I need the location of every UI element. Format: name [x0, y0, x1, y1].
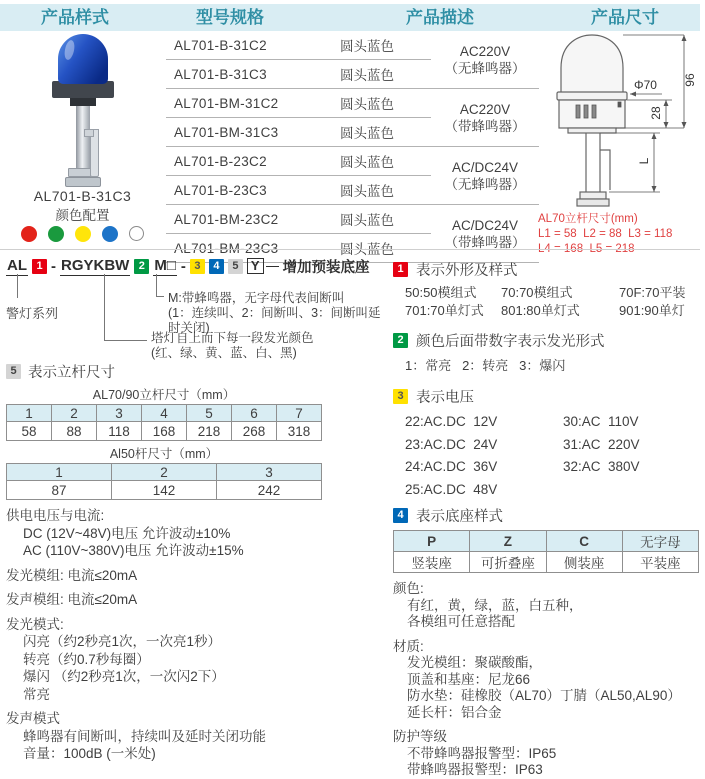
beacon-neck: [70, 98, 96, 106]
code-dash: -: [180, 257, 186, 275]
desc-buzzer: （带蜂鸣器）: [444, 118, 526, 134]
header-cell: C: [546, 531, 622, 552]
ip-title: 防护等级: [393, 729, 447, 744]
sound-mode-line1: 蜂鸣器有间断叫，持续叫及延时关闭功能: [23, 728, 266, 744]
code-prefix: AL: [7, 256, 27, 274]
head-color-cell: 圆头蓝色: [339, 60, 431, 89]
value-cell: 242: [217, 481, 322, 500]
ip-line2: 带蜂鸣器报警型：IP63: [407, 762, 543, 777]
model-cell: AL701-BM-31C2: [166, 89, 339, 118]
dim-label-L: L: [637, 157, 651, 165]
material-block: [393, 639, 700, 722]
header-tab-product-style: 产品样式: [41, 8, 109, 27]
header-cell: 3: [217, 464, 322, 481]
desc-voltage: AC/DC24V: [451, 217, 519, 233]
head-color-cell: 圆头蓝色: [339, 118, 431, 147]
voltage-code: 24:AC.DC 36V: [405, 459, 498, 474]
voltage-code: 23:AC.DC 24V: [405, 436, 498, 452]
desc-voltage: AC220V: [459, 43, 511, 59]
buzzer-note-line1: M:带蜂鸣器，无字母代表间断叫: [168, 291, 345, 305]
segment-color-note: [151, 331, 314, 361]
al50-pole-table: [6, 463, 322, 500]
sound-mode-block: [6, 710, 390, 763]
shape-title-text: 表示外形及样式: [416, 263, 518, 279]
head-color-cell: 圆头蓝色: [339, 234, 431, 263]
value-cell: 88: [52, 422, 97, 441]
sound-mode-title: 发声模式: [6, 711, 60, 726]
voltage-title-text: 表示电压: [416, 390, 474, 406]
segment-color-line1: 塔灯自上而下每一段发光颜色: [151, 331, 314, 345]
right-column: [393, 257, 700, 779]
marker-2: 2: [393, 333, 408, 348]
voltage-col1: [405, 411, 563, 501]
pole-note-line2: L4 = 168 L5 = 218: [538, 243, 635, 255]
beacon-dome: [58, 34, 108, 84]
light-form-codes: 1：常亮 2：转亮 3：爆闪: [405, 358, 566, 373]
voltage-code: 32:AC 380V: [563, 459, 640, 474]
sound-current-line: 发声模组: 电流≤20mA: [6, 592, 138, 607]
value-cell: 58: [7, 422, 52, 441]
code-y-label: 增加预装底座: [282, 259, 370, 276]
table-value-row: [7, 481, 322, 500]
dim-label-phi70: Φ70: [634, 78, 657, 92]
light-mode-title: 发光模式:: [6, 616, 64, 632]
shape-code: 901:90单灯: [619, 303, 685, 318]
material-line: 防水垫：硅橡胶（AL70）丁腈（AL50,AL90）: [407, 688, 681, 703]
code-annotations: [6, 275, 390, 361]
light-form-section-title: [393, 330, 700, 351]
table-row: [166, 205, 539, 234]
light-mode-flash: 闪亮（约2秒亮1次，一次亮1秒）: [23, 634, 222, 649]
dim-label-96: 96: [683, 73, 697, 87]
desc-voltage: AC/DC24V: [451, 159, 519, 175]
model-cell: AL701-BM-31C3: [166, 118, 339, 147]
dim-label-28: 28: [649, 106, 663, 120]
shape-code: 801:80单灯式: [501, 303, 580, 318]
colors-line1: 有红，黄，绿，蓝，白五种，: [407, 597, 583, 613]
al7090-table-title: AL70/90立杆尺寸（mm）: [92, 388, 236, 402]
model-cell: AL701-BM-23C3: [166, 234, 339, 263]
header-tab-model-spec: 型号规格: [196, 8, 264, 27]
table-header-row: [7, 405, 322, 422]
material-title: 材质:: [393, 638, 424, 654]
value-cell: 268: [232, 422, 277, 441]
header-cell: 3: [97, 405, 142, 422]
head-color-cell: 圆头蓝色: [339, 176, 431, 205]
segment-color-line2: (红、绿、黄、蓝、白、黑): [151, 346, 297, 360]
color-dot-green: [48, 226, 64, 242]
material-line: 发光模组：聚碳酸酯，: [407, 655, 542, 670]
shape-codes-row1: [393, 284, 700, 302]
model-cell: AL701-B-31C2: [166, 31, 339, 60]
code-marker-1: 1: [32, 259, 47, 274]
color-dot-blue: [102, 226, 118, 242]
power-dc-line: DC (12V~48V)电压 允许波动±10%: [23, 525, 231, 541]
series-label: 警灯系列: [6, 306, 59, 321]
voltage-code: 30:AC 110V: [563, 414, 639, 429]
code-marker-4: 4: [209, 259, 224, 274]
desc-buzzer: （带蜂鸣器）: [444, 234, 526, 250]
code-dash: -: [51, 257, 56, 275]
code-marker-3: 3: [190, 259, 205, 274]
voltage-codes: [393, 411, 700, 501]
al7090-pole-table: [6, 404, 322, 441]
table-header-row: [394, 531, 699, 552]
header-tab-dimensions: 产品尺寸: [591, 8, 659, 27]
code-buzzer: M□: [154, 256, 176, 274]
code-marker-2: 2: [134, 259, 149, 274]
head-color-cell: 圆头蓝色: [339, 89, 431, 118]
pole-size-section-title: [6, 361, 390, 382]
header-tab-description: 产品描述: [406, 8, 474, 27]
table-header-row: [7, 464, 322, 481]
description-cell: [431, 205, 539, 263]
model-table: [166, 31, 539, 263]
light-form-title-text: 颜色后面带数字表示发光形式: [416, 334, 605, 350]
description-cell: [431, 31, 539, 89]
base-style-table: [393, 530, 699, 573]
pole-note-title: AL70立杆尺寸(mm): [538, 213, 638, 225]
led-current-line: 发光模组: 电流≤20mA: [6, 567, 138, 583]
ip-rating-block: [393, 729, 700, 779]
colors-title: 颜色:: [393, 581, 424, 596]
value-cell: 可折叠座: [470, 552, 546, 573]
code-y-connector: [266, 266, 279, 267]
table-row: [166, 147, 539, 176]
value-cell: 竖装座: [394, 552, 470, 573]
base-section-title: [393, 505, 700, 526]
section-divider: [0, 249, 700, 250]
light-mode-strobe: 爆闪 （约2秒亮1次，一次闪2下）: [23, 669, 225, 684]
connector-line-al: [17, 274, 18, 298]
left-column: [6, 257, 390, 763]
header-bar: [0, 4, 700, 31]
header-cell: 2: [52, 405, 97, 422]
marker-4: 4: [393, 508, 408, 523]
value-cell: 侧装座: [546, 552, 622, 573]
model-cell: AL701-B-23C3: [166, 176, 339, 205]
model-cell: AL701-BM-23C2: [166, 205, 339, 234]
marker-3: 3: [393, 389, 408, 404]
code-y-box: Y: [247, 258, 264, 274]
light-mode-rotate: 转亮（约0.7秒每圈）: [23, 651, 150, 667]
color-dot-yellow: [75, 226, 91, 242]
desc-voltage: AC220V: [459, 101, 511, 117]
shape-section-title: [393, 259, 700, 280]
beacon-pole: [76, 106, 90, 168]
header-cell: 6: [232, 405, 277, 422]
voltage-code: 22:AC.DC 12V: [405, 414, 498, 429]
color-options: [0, 226, 165, 242]
beacon-base: [65, 177, 101, 187]
connector-line-m: [156, 274, 164, 297]
dimension-drawing: [534, 30, 700, 212]
power-title: 供电电压与电流:: [6, 508, 105, 523]
beacon-bracket-top: [84, 129, 94, 137]
header-cell: 7: [277, 405, 322, 422]
header-cell: 1: [7, 405, 52, 422]
header-cell: Z: [470, 531, 546, 552]
sound-mode-line2: 音量：100dB (一米处): [23, 746, 156, 761]
value-cell: 142: [112, 481, 217, 500]
colors-block: [393, 581, 700, 631]
header-cell: P: [394, 531, 470, 552]
material-line: 顶盖和基座：尼龙66: [407, 671, 531, 687]
value-cell: 218: [187, 422, 232, 441]
power-spec-block: [6, 507, 390, 560]
light-mode-steady: 常亮: [23, 686, 50, 702]
value-cell: 118: [97, 422, 142, 441]
shape-code: 50:50模组式: [405, 285, 477, 300]
model-code-legend: [6, 257, 390, 275]
shape-code: 70:70模组式: [501, 285, 573, 300]
pole-note-line1: L1 = 58 L2 = 88 L3 = 118: [538, 228, 673, 240]
head-color-cell: 圆头蓝色: [339, 147, 431, 176]
header-cell: 1: [7, 464, 112, 481]
header-cell: 2: [112, 464, 217, 481]
shape-code: 70F:70平装: [619, 285, 686, 300]
light-mode-block: [6, 616, 390, 704]
description-cell: [431, 147, 539, 205]
model-cell: AL701-B-31C3: [166, 60, 339, 89]
material-line: 延长杆：铝合金: [407, 704, 502, 720]
desc-buzzer: （无蜂鸣器）: [444, 176, 526, 192]
model-cell: AL701-B-23C2: [166, 147, 339, 176]
product-photo: [46, 34, 120, 186]
color-dot-white: [129, 226, 144, 241]
header-cell: 4: [142, 405, 187, 422]
ip-line1: 不带蜂鸣器报警型：IP65: [407, 745, 557, 761]
buzzer-note: [168, 291, 390, 336]
table-value-row: [7, 422, 322, 441]
value-cell: 168: [142, 422, 187, 441]
header-cell: 无字母: [622, 531, 698, 552]
pole-size-title-text: 表示立杆尺寸: [28, 365, 115, 381]
photo-caption-model: AL701-B-31C3: [33, 188, 132, 204]
connector-line-colors: [104, 274, 147, 341]
colors-line2: 各模组可任意搭配: [407, 614, 515, 629]
al50-table-title: Al50杆尺寸（mm）: [109, 447, 219, 461]
head-color-cell: 圆头蓝色: [339, 31, 431, 60]
photo-caption-label: 颜色配置: [55, 208, 110, 223]
buzzer-note-line2: (1：连续叫、2：间断叫、3：间断叫延时关闭): [168, 306, 381, 335]
voltage-col2: [563, 411, 640, 501]
table-value-row: [394, 552, 699, 573]
base-title-text: 表示底座样式: [416, 509, 503, 525]
head-color-cell: 圆头蓝色: [339, 205, 431, 234]
pole-size-marker: 5: [6, 364, 21, 379]
shape-code: 701:70单灯式: [405, 303, 484, 318]
marker-1: 1: [393, 262, 408, 277]
value-cell: 87: [7, 481, 112, 500]
shape-codes-row2: [393, 302, 700, 320]
table-row: [166, 89, 539, 118]
header-cell: 5: [187, 405, 232, 422]
desc-buzzer: （无蜂鸣器）: [444, 60, 526, 76]
value-cell: 318: [277, 422, 322, 441]
code-marker-5: 5: [228, 259, 243, 274]
voltage-code: 31:AC 220V: [563, 436, 640, 452]
description-cell: [431, 89, 539, 147]
voltage-section-title: [393, 386, 700, 407]
voltage-code: 25:AC.DC 48V: [405, 481, 498, 497]
pole-length-note: [538, 213, 672, 258]
value-cell: 平装座: [622, 552, 698, 573]
power-ac-line: AC (110V~380V)电压 允许波动±15%: [23, 543, 244, 558]
color-dot-red: [21, 226, 37, 242]
code-colors: RGYKBW: [61, 256, 130, 274]
table-row: [166, 31, 539, 60]
